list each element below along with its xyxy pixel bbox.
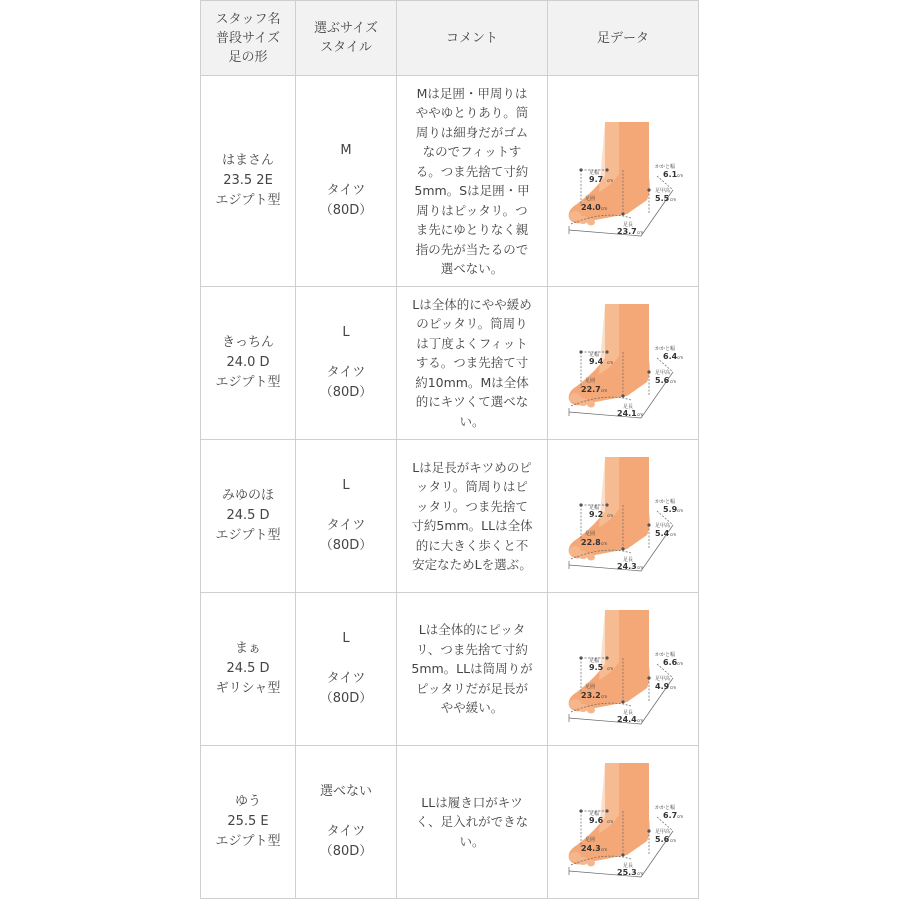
staff-name: まぁ [234,641,261,656]
heel-unit: cm [677,814,684,819]
staff-name: はまさん [221,153,274,168]
girth-label: 足囲 [585,196,596,202]
length-unit: cm [637,412,644,417]
header-staff-name: スタッフ名 [215,11,281,27]
heel-value: 6.7 [663,811,678,820]
instep-value: 4.9 [655,682,670,691]
staff-size-table [200,0,699,899]
comment-line: する。つま先捨て寸 [415,355,529,371]
girth-value: 24.0 [581,203,601,212]
length-unit: cm [637,871,644,876]
ankle-unit: cm [607,819,614,824]
style-denier: （80D） [319,538,373,553]
toe [587,707,595,714]
comment-cell [397,76,548,287]
foot-diagram [565,759,684,885]
point [647,370,650,373]
girth-unit: cm [601,541,608,546]
instep-unit: cm [670,532,677,537]
comment-line: リ、つま先捨て寸約 [416,641,528,657]
comment-line: 約10mm。Mは全体 [415,374,529,390]
instep-label: 足甲高 [655,523,671,529]
comment-cell [397,593,548,746]
staff-cell [201,76,296,287]
instep-label: 足甲高 [655,829,671,835]
length-label: 足長 [623,404,634,410]
ankle-label: 足幅 [589,352,600,358]
staff-row [201,76,699,287]
header-staff [201,1,296,76]
size-cell [296,746,397,899]
comment-line: い。 [459,413,485,429]
chosen-size: 選べない [319,784,372,799]
staff-usual-size: 24.0 D [226,355,270,370]
comment-line: Lは足長がキツめのピ [412,459,532,475]
length-label: 足長 [623,222,634,228]
header-size-choice: 選ぶサイズ [314,21,378,36]
ankle-unit: cm [607,666,614,671]
header-staff-shape: 足の形 [228,49,268,65]
comment-line: は丁度よくフィット [416,335,528,351]
toe [587,554,595,561]
point [647,188,650,191]
foot-diagram [565,118,684,244]
point [605,656,608,659]
ankle-value: 9.2 [589,510,604,519]
point [579,168,582,171]
heel-value: 6.1 [663,170,678,179]
comment-line: のピッタリ。筒周り [416,316,528,332]
girth-value: 23.2 [581,691,601,700]
girth-value: 24.3 [581,844,601,853]
length-value: 25.3 [617,868,637,877]
foot-data-cell [548,287,699,440]
comment-line: ッタリ。つま先捨て [416,498,528,514]
header-size-style: スタイル [320,40,372,55]
style-denier: （80D） [319,385,373,400]
point [605,350,608,353]
instep-unit: cm [670,685,677,690]
staff-cell [201,746,296,899]
toe [587,401,595,408]
comment-line: 指の先が当たるので [415,241,529,257]
girth-label: 足囲 [585,684,596,690]
ankle-unit: cm [607,178,614,183]
ankle-label: 足幅 [589,811,600,817]
comment-line: 的にキツくて選べな [415,394,529,410]
point [621,853,624,856]
instep-label: 足甲高 [655,370,671,376]
length-unit: cm [637,718,644,723]
staff-row [201,440,699,593]
heel-value: 6.6 [663,658,678,667]
instep-unit: cm [670,838,677,843]
staff-foot-shape: ギリシャ型 [215,681,281,696]
heel-value: 5.9 [663,505,678,514]
comment-line: く、足入れができな [415,814,529,830]
staff-foot-shape: エジプト型 [215,834,281,849]
length-unit: cm [637,565,644,570]
ankle-value: 9.5 [589,663,604,672]
comment-line: 的に大きく歩くと不 [415,537,529,553]
point [579,656,582,659]
heel-unit: cm [677,355,684,360]
staff-cell [201,287,296,440]
instep-value: 5.5 [655,194,670,203]
length-value: 23.7 [617,227,637,236]
style-denier: （80D） [319,844,373,859]
length-value: 24.4 [617,715,637,724]
toe [587,219,595,226]
chosen-size: L [342,631,350,646]
staff-row [201,593,699,746]
heel-unit: cm [677,173,684,178]
girth-label: 足囲 [585,531,596,537]
heel-label: かかと幅 [655,499,676,505]
length-label: 足長 [623,557,634,563]
instep-unit: cm [670,379,677,384]
point [647,829,650,832]
length-unit: cm [637,230,644,235]
comment-line: 5mm。Sは足囲・甲 [414,183,530,198]
heel-value: 6.4 [663,352,678,361]
girth-label: 足囲 [585,378,596,384]
instep-unit: cm [670,197,677,202]
style-name: タイツ [326,671,366,686]
comment-line: 選べない。 [440,261,504,276]
ankle-value: 9.4 [589,357,604,366]
size-cell [296,593,397,746]
style-name: タイツ [326,518,366,533]
foot-data-cell [548,593,699,746]
instep-value: 5.6 [655,835,670,844]
point [621,700,624,703]
toe [587,860,595,867]
instep-value: 5.6 [655,376,670,385]
foot-diagram [565,300,684,426]
foot-data-cell [548,746,699,899]
point [621,394,624,397]
size-cell [296,287,397,440]
comment-line: ま先にゆとりなく親 [415,222,529,237]
staff-cell [201,593,296,746]
heel-label: かかと幅 [655,346,676,352]
header-row [201,1,699,76]
comment-cell [397,287,548,440]
point [579,809,582,812]
ankle-unit: cm [607,360,614,365]
girth-label: 足囲 [585,837,596,843]
comment-line: Mは足囲・甲周りは [416,85,528,101]
style-name: タイツ [326,824,366,839]
foot-diagram [565,453,684,579]
foot-data-cell [548,440,699,593]
comment-line: 寸約5mm。LLは全体 [411,518,533,533]
comment-line: 5mm。LLは筒周りが [411,661,533,677]
comment-line: やや緩い。 [440,700,504,716]
point [579,350,582,353]
ankle-value: 9.7 [589,175,604,184]
girth-unit: cm [601,694,608,699]
staff-usual-size: 24.5 D [226,508,270,523]
ankle-label: 足幅 [589,505,600,511]
staff-name: ゆう [234,794,261,809]
header-comment: コメント [397,1,548,76]
staff-foot-shape: エジプト型 [215,375,281,390]
girth-value: 22.8 [581,538,601,547]
staff-name: みゆのほ [221,488,274,503]
foot-data-cell [548,76,699,287]
chosen-size: L [342,478,350,493]
style-name: タイツ [326,183,366,198]
staff-foot-shape: エジプト型 [215,528,281,543]
heel-label: かかと幅 [655,805,676,811]
staff-foot-shape: エジプト型 [215,193,281,208]
length-label: 足長 [623,710,634,716]
girth-unit: cm [601,206,608,211]
point [605,168,608,171]
staff-cell [201,440,296,593]
comment-line: い。 [459,833,485,849]
comment-line: 周りはピッタリ。つ [416,202,528,218]
heel-label: かかと幅 [655,164,676,170]
length-value: 24.1 [617,409,637,418]
header-size [296,1,397,76]
length-value: 24.3 [617,562,637,571]
point [647,523,650,526]
comment-line: Lは全体的にやや緩め [412,296,532,312]
point [579,503,582,506]
comment-line: ッタリ。筒周りはピ [416,479,528,494]
chosen-size: L [342,325,350,340]
girth-unit: cm [601,847,608,852]
instep-value: 5.4 [655,529,670,538]
staff-usual-size: 24.5 D [226,661,270,676]
heel-label: かかと幅 [655,652,676,658]
staff-name: きっちん [221,335,274,350]
style-denier: （80D） [319,203,373,218]
comment-line: Lは全体的にピッタ [418,622,526,638]
point [621,547,624,550]
comment-line: なのでフィットす [422,144,522,159]
ankle-label: 足幅 [589,658,600,664]
comment-cell [397,440,548,593]
staff-row [201,746,699,899]
ankle-value: 9.6 [589,816,604,825]
instep-label: 足甲高 [655,188,671,194]
instep-label: 足甲高 [655,676,671,682]
point [647,676,650,679]
comment-cell [397,746,548,899]
style-name: タイツ [326,365,366,380]
point [605,809,608,812]
point [621,212,624,215]
chosen-size: M [340,143,352,158]
header-foot: 足データ [548,1,699,76]
staff-row [201,287,699,440]
heel-unit: cm [677,508,684,513]
girth-unit: cm [601,388,608,393]
comment-line: ややゆとりあり。筒 [415,105,529,120]
foot-diagram [565,606,684,732]
ankle-unit: cm [607,513,614,518]
size-cell [296,440,397,593]
ankle-label: 足幅 [589,170,600,176]
comment-line: る。つま先捨て寸約 [415,163,529,179]
staff-usual-size: 25.5 E [227,814,269,829]
comment-line: LLは履き口がキツ [421,794,523,810]
style-denier: （80D） [319,691,373,706]
point [605,503,608,506]
header-staff-usual: 普段サイズ [216,30,280,46]
comment-line: 安定なためLを選ぶ。 [412,557,532,572]
comment-line: ピッタリだが足長が [415,680,528,696]
girth-value: 22.7 [581,385,601,394]
heel-unit: cm [677,661,684,666]
length-label: 足長 [623,863,634,869]
size-cell [296,76,397,287]
comment-line: 周りは細身だがゴム [415,124,529,140]
staff-usual-size: 23.5 2E [223,173,273,188]
